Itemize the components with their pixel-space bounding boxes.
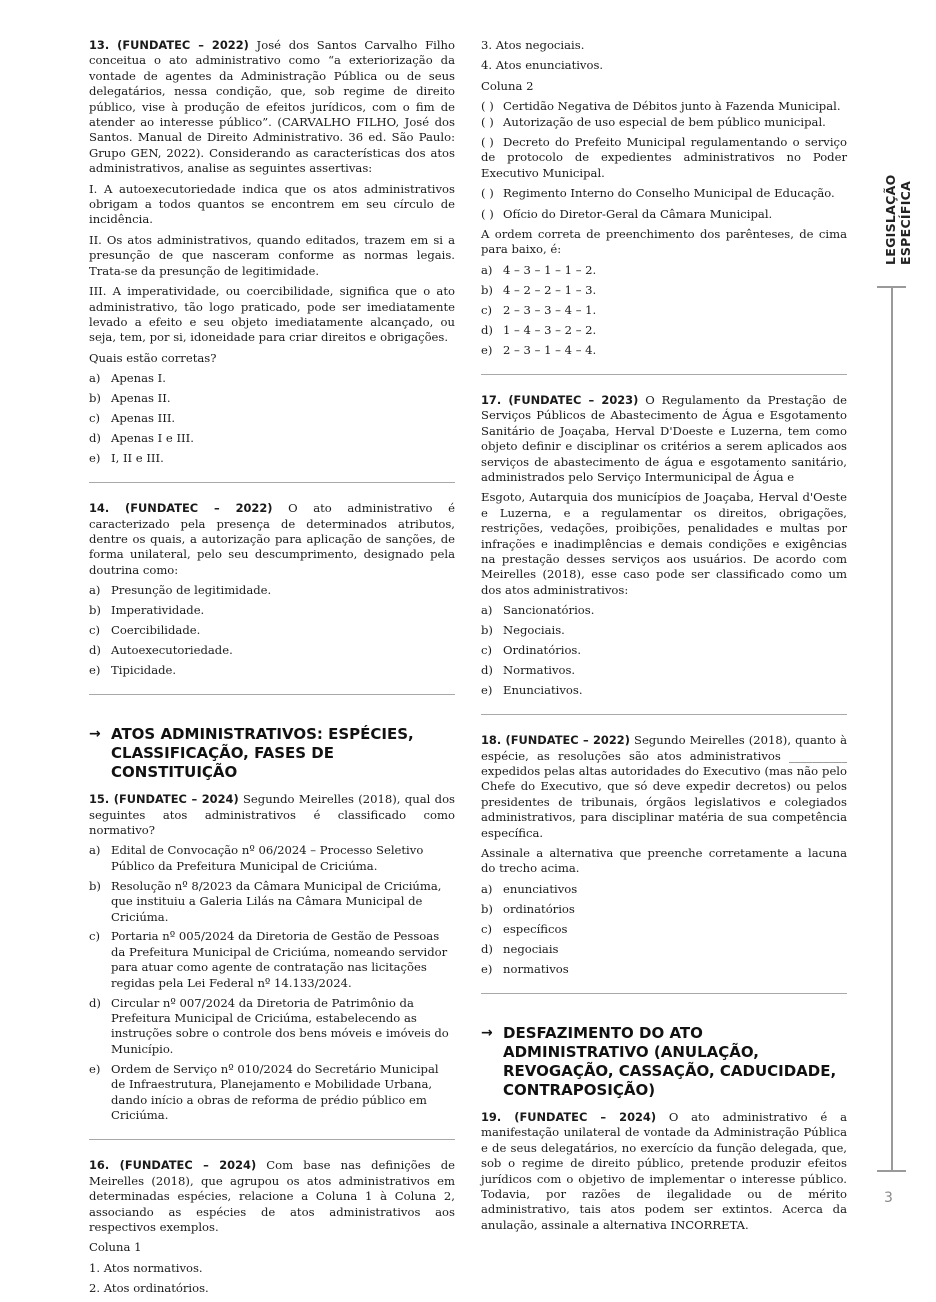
- option: [481, 683, 847, 698]
- option: [481, 343, 847, 358]
- blank-parenthesis: ( ): [481, 206, 494, 221]
- option-letter: d): [481, 322, 493, 337]
- option-letter: e): [89, 1061, 101, 1076]
- question-15-options: [89, 843, 455, 1123]
- question-17: [481, 393, 847, 698]
- assertion-1: I. A autoexecutoriedade indica que os atos administrativos obrigam a todos quantos se encontrem em seu círculo de incidência.: [89, 181, 455, 227]
- option-text: Apenas I.: [111, 371, 166, 386]
- right-column: [481, 38, 847, 1238]
- option-letter: a): [481, 881, 493, 896]
- option-letter: e): [481, 682, 493, 697]
- question-14-number: 14. (FUNDATEC – 2022): [89, 501, 273, 516]
- option-text: Normativos.: [503, 662, 576, 677]
- option: [481, 663, 847, 678]
- option-text: Portaria nº 005/2024 da Diretoria de Gestão de Pessoas da Prefeitura Municipal de Criciúma, nomeando servidor para atuar como agente de contratação nas licitações regidas pela Lei Federal nº 14.133/2024.: [111, 929, 448, 990]
- option: [89, 451, 455, 466]
- option: [89, 843, 455, 874]
- option-text: 2 – 3 – 3 – 4 – 1.: [503, 302, 597, 317]
- option-letter: a): [481, 603, 493, 618]
- section-heading-desfazimento: [481, 1024, 847, 1100]
- option-letter: c): [89, 623, 101, 637]
- column-1-item: 3. Atos negociais.: [481, 38, 585, 52]
- option: [481, 643, 847, 658]
- question-13-options: [89, 371, 455, 466]
- column-1-item: 1. Atos normativos.: [89, 1260, 203, 1275]
- option-text: Negociais.: [503, 623, 565, 638]
- option-text: I, II e III.: [111, 450, 164, 465]
- option: [481, 902, 847, 917]
- option-letter: c): [481, 643, 493, 657]
- blank-parenthesis: ( ): [481, 186, 494, 201]
- question-16-text: Com base nas definições de Meirelles (2018), que agrupou os atos administrativos em determinadas espécies, relacione a Coluna 1 à Coluna 2, associando as espécies de atos administrativos aos respectivos exemplos.: [89, 1158, 455, 1234]
- option-text: Apenas II.: [111, 391, 171, 406]
- option-letter: d): [89, 430, 101, 445]
- option-text: específicos: [503, 921, 568, 936]
- option: [89, 603, 455, 618]
- column-2-item: [481, 135, 847, 181]
- column-2-text: Autorização de uso especial de bem público municipal.: [503, 114, 826, 129]
- column-2-text: Ofício do Diretor-Geral da Câmara Municipal.: [503, 206, 773, 221]
- question-18-number: 18. (FUNDATEC – 2022): [481, 733, 630, 748]
- option-letter: b): [89, 603, 101, 618]
- arrow-right-icon: →: [481, 1024, 493, 1041]
- divider: [89, 482, 455, 483]
- option: [89, 929, 455, 991]
- option-letter: d): [481, 941, 493, 956]
- question-17-stem: [481, 393, 847, 485]
- option-text: 2 – 3 – 1 – 4 – 4.: [503, 342, 597, 357]
- question-16: [89, 1158, 455, 1296]
- option-letter: a): [481, 262, 493, 277]
- option-text: 4 – 3 – 1 – 1 – 2.: [503, 262, 597, 277]
- question-18-stem: [481, 733, 847, 841]
- option: [481, 942, 847, 957]
- option: [89, 996, 455, 1058]
- option-letter: b): [481, 623, 493, 638]
- question-13: [89, 38, 455, 466]
- option: [89, 879, 455, 925]
- option-letter: b): [89, 391, 101, 406]
- column-2-text: Certidão Negativa de Débitos junto à Fazenda Municipal.: [503, 99, 841, 114]
- blank-parenthesis: ( ): [481, 135, 494, 150]
- arrow-right-icon: →: [89, 726, 101, 743]
- question-14-text: O ato administrativo é caracterizado pela presença de determinados atributos, dentre os quais, a autorização para aplicação de sanções, de forma unilateral, pelo seu descumprimento, designado pela doutrina como:: [89, 501, 455, 577]
- question-18-prompt: Assinale a alternativa que preenche corretamente a lacuna do trecho acima.: [481, 846, 847, 876]
- option: [89, 643, 455, 658]
- assertion-3: III. A imperatividade, ou coercibilidade, significa que o ato administrativo, tão logo praticado, pode ser imediatamente levado a efeito e seu objeto imediatamente alcançado, ou seja, tem, por si, idoneidade para criar direitos e obrigações.: [89, 284, 455, 345]
- option-letter: d): [89, 642, 101, 657]
- option: [481, 323, 847, 338]
- option-text: Presunção de legitimidade.: [111, 583, 272, 598]
- option-text: Circular nº 007/2024 da Diretoria de Patrimônio da Prefeitura Municipal de Criciúma, estabelecendo as instruções sobre o controle dos bens móveis e imóveis do Município.: [111, 995, 449, 1056]
- option-text: Ordinatórios.: [503, 643, 582, 657]
- section-title: DESFAZIMENTO DO ATO ADMINISTRATIVO (ANULAÇÃO, REVOGAÇÃO, CASSAÇÃO, CADUCIDADE, CONTRAPOSIÇÃO): [503, 1023, 837, 1099]
- column-2-item: [481, 186, 847, 201]
- option-letter: c): [481, 921, 493, 936]
- option-letter: c): [89, 410, 101, 425]
- divider: [89, 694, 455, 695]
- question-18-text: Segundo Meirelles (2018), quanto à espécie, as resoluções são atos administrativos __________ expedidos pelas altas autoridades do Executivo (mas não pelo Chefe do Executivo, que só deve expedir decretos) ou pelos presidentes de tribunais, órgãos legislativos e colegiados administrativos, para disciplinar matéria de sua competência específica.: [481, 733, 847, 840]
- option: [481, 303, 847, 318]
- side-rule: [891, 286, 893, 1170]
- option-text: Autoexecutoriedade.: [111, 642, 233, 657]
- blank-parenthesis: ( ): [481, 99, 494, 114]
- question-19: [481, 1110, 847, 1233]
- question-17-text-continued: Esgoto, Autarquia dos municípios de Joaçaba, Herval d'Oeste e Luzerna, e a regulamentar os direitos, obrigações, restrições, vedações, proibições, penalidades e multas por infrações e inadimplências e demais condições e exigências na prestação desses serviços aos usuários. De acordo com Meirelles (2018), esse caso pode ser classificado como um dos atos administrativos:: [481, 490, 847, 597]
- option: [481, 882, 847, 897]
- option-text: 4 – 2 – 2 – 1 – 3.: [503, 282, 597, 297]
- option: [89, 663, 455, 678]
- question-18-options: [481, 882, 847, 977]
- option: [89, 1062, 455, 1124]
- option: [481, 922, 847, 937]
- option-letter: a): [89, 843, 101, 858]
- column-2-title: Coluna 2: [481, 78, 534, 93]
- question-19-text: O ato administrativo é a manifestação unilateral de vontade da Administração Pública e de seus delegatários, no exercício da função delegada, que, sob o regime de direito público, pretende produzir efeitos jurídicos com o objetivo de implementar o interesse público. Todavia, por razões de ilegalidade ou de mérito administrativo, tais atos podem ser extintos. Acerca da anulação, assinale a alternativa INCORRETA.: [481, 1109, 847, 1232]
- option-text: Resolução nº 8/2023 da Câmara Municipal de Criciúma, que instituiu a Galeria Lilás na Câmara Municipal de Criciúma.: [111, 878, 442, 924]
- question-17-number: 17. (FUNDATEC – 2023): [481, 392, 639, 407]
- option: [481, 603, 847, 618]
- option: [89, 411, 455, 426]
- option-letter: e): [481, 961, 493, 976]
- question-13-prompt: Quais estão corretas?: [89, 350, 217, 365]
- question-15-text: Segundo Meirelles (2018), qual dos seguintes atos administrativos é classificado como normativo?: [89, 792, 455, 838]
- option-letter: d): [89, 995, 101, 1010]
- question-14-stem: [89, 501, 455, 578]
- option: [481, 263, 847, 278]
- question-15-stem: [89, 792, 455, 838]
- column-2-item: [481, 115, 847, 130]
- option: [481, 283, 847, 298]
- option-letter: e): [89, 662, 101, 677]
- question-19-number: 19. (FUNDATEC – 2024): [481, 1109, 657, 1124]
- option-letter: d): [481, 662, 493, 677]
- option-letter: a): [89, 583, 101, 598]
- column-2-item: [481, 99, 847, 114]
- option-text: Sancionatórios.: [503, 603, 595, 618]
- option-text: Imperatividade.: [111, 603, 205, 618]
- question-13-stem: [89, 38, 455, 177]
- option-letter: e): [481, 342, 493, 357]
- option: [89, 583, 455, 598]
- assertion-2: II. Os atos administrativos, quando editados, trazem em si a presunção de que nasceram conforme as normas legais. Trata-se da presunção de legitimidade.: [89, 232, 455, 278]
- option-text: normativos: [503, 961, 569, 976]
- question-17-text: O Regulamento da Prestação de Serviços Públicos de Abastecimento de Água e Esgotamento Sanitário de Joaçaba, Herval D'Doeste e Luzerna, tem como objeto definir e disciplinar os critérios a serem aplicados aos serviços de abastecimento de água e esgotamento sanitário, administrados pelo Serviço Intermunicipal de Água e: [481, 392, 848, 484]
- divider: [481, 374, 847, 375]
- question-13-number: 13. (FUNDATEC – 2022): [89, 38, 249, 52]
- option-letter: b): [89, 878, 101, 893]
- option-text: Enunciativos.: [503, 682, 583, 697]
- column-2-text: Decreto do Prefeito Municipal regulamentando o serviço de protocolo de expedientes administrativos no Poder Executivo Municipal.: [481, 135, 847, 180]
- option-text: Ordem de Serviço nº 010/2024 do Secretário Municipal de Infraestrutura, Planejamento e Mobilidade Urbana, dando início a obras de reforma de prédio público em Criciúma.: [111, 1061, 439, 1122]
- option: [89, 391, 455, 406]
- question-13-text: José dos Santos Carvalho Filho conceitua o ato administrativo como “a exteriorização da vontade de agentes da Administração Pública ou de seus delegatários, nessa condição, que, sob regime de direito público, vise à produção de efeitos jurídicos, com o fim de atender ao interesse público”. (CARVALHO FILHO, José dos Santos. Manual de Direito Administrativo. 36 ed. São Paulo: Grupo GEN, 2022). Considerando as características dos atos administrativos, analise as seguintes assertivas:: [89, 38, 455, 176]
- option: [89, 371, 455, 386]
- divider: [89, 1139, 455, 1140]
- blank-parenthesis: ( ): [481, 114, 494, 129]
- option-text: Coercibilidade.: [111, 623, 201, 637]
- section-heading-especies: [89, 725, 455, 782]
- question-14: [89, 501, 455, 678]
- question-16-continued: [481, 38, 847, 358]
- option-text: enunciativos: [503, 881, 578, 896]
- divider: [481, 714, 847, 715]
- left-column: [89, 38, 455, 1302]
- option-letter: a): [89, 371, 101, 386]
- option-text: negociais: [503, 941, 559, 956]
- divider: [481, 993, 847, 994]
- question-16-options: [481, 263, 847, 358]
- option-letter: b): [481, 901, 493, 916]
- question-18: [481, 733, 847, 977]
- column-1-item: 4. Atos enunciativos.: [481, 58, 604, 73]
- option-text: Tipicidade.: [111, 662, 177, 677]
- option-text: 1 – 4 – 3 – 2 – 2.: [503, 322, 597, 337]
- question-16-number: 16. (FUNDATEC – 2024): [89, 1158, 257, 1173]
- option-text: Apenas III.: [111, 410, 176, 425]
- question-14-options: [89, 583, 455, 678]
- page-number: 3: [884, 1190, 893, 1206]
- option: [89, 431, 455, 446]
- column-2-text: Regimento Interno do Conselho Municipal de Educação.: [503, 186, 835, 201]
- column-1-item: 2. Atos ordinatórios.: [89, 1281, 209, 1296]
- column-2-item: [481, 207, 847, 222]
- question-19-stem: [481, 1110, 847, 1233]
- option-text: ordinatórios: [503, 901, 575, 916]
- option: [89, 623, 455, 638]
- section-title: ATOS ADMINISTRATIVOS: ESPÉCIES, CLASSIFICAÇÃO, FASES DE CONSTITUIÇÃO: [111, 725, 414, 782]
- option: [481, 962, 847, 977]
- question-16-prompt: A ordem correta de preenchimento dos parênteses, de cima para baixo, é:: [481, 227, 847, 257]
- question-16-stem: [89, 1158, 455, 1235]
- column-1-title: Coluna 1: [89, 1240, 142, 1255]
- option-letter: b): [481, 282, 493, 297]
- question-15-number: 15. (FUNDATEC – 2024): [89, 792, 239, 807]
- side-rule-bottom: [877, 1170, 906, 1172]
- option-letter: e): [89, 450, 101, 465]
- option-letter: c): [481, 302, 493, 317]
- option: [481, 623, 847, 638]
- option-text: Edital de Convocação nº 06/2024 – Processo Seletivo Público da Prefeitura Municipal de Criciúma.: [111, 843, 424, 873]
- option-letter: c): [89, 929, 101, 944]
- question-15: [89, 792, 455, 1123]
- question-17-options: [481, 603, 847, 698]
- side-section-title: LEGISLAÇÃO ESPECÍFICA: [883, 174, 913, 265]
- option-text: Apenas I e III.: [111, 430, 194, 445]
